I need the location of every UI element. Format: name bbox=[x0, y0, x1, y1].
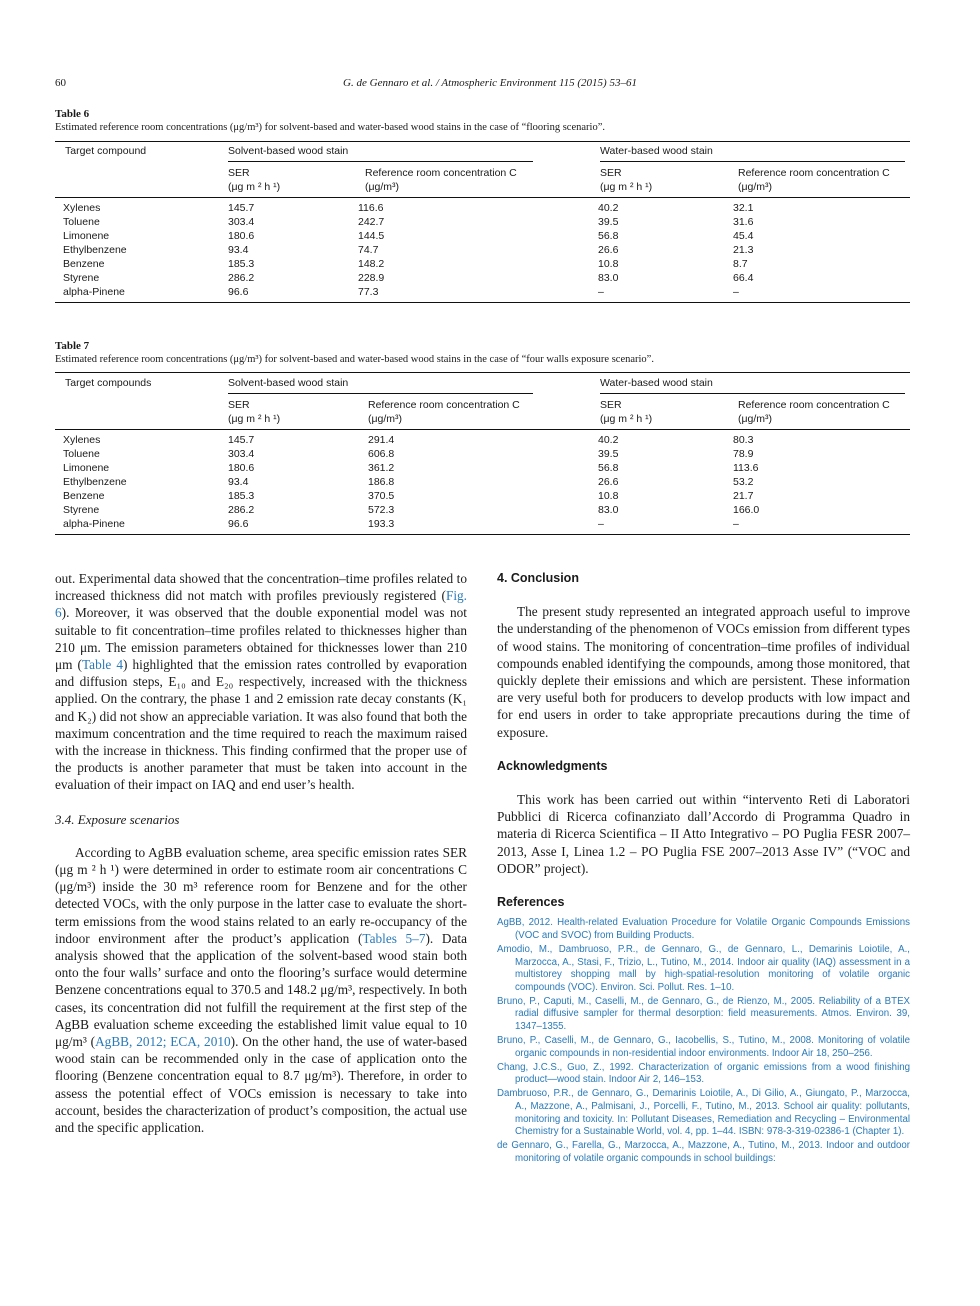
table-cell-compound: alpha-Pinene bbox=[63, 518, 125, 530]
reference-item[interactable]: de Gennaro, G., Farella, G., Marzocca, A., Mazzone, A., Tutino, M., 2013. Indoor and outdoor monitoring of volatile organic compounds in school buildings: bbox=[497, 1140, 910, 1164]
left-column bbox=[55, 570, 467, 1136]
table7-head-rule bbox=[55, 429, 910, 430]
reference-item[interactable]: Bruno, P., Caselli, M., de Gennaro, G., Iacobellis, S., Tutino, M., 2008. Monitoring of volatile organic compounds in non-residential indoor environments. Indoor Air 18, 250–256. bbox=[497, 1035, 910, 1059]
reference-item[interactable]: Bruno, P., Caputi, M., Caselli, M., de Gennaro, G., de Rienzo, M., 2005. Reliability of a BTEX radial diffusive sampler for thermal desorption: field measurements. Atmos. Environ. 39, 1347–1355. bbox=[497, 995, 910, 1032]
table-cell-s-conc: 572.3 bbox=[368, 504, 395, 516]
table-cell-compound: Toluene bbox=[63, 448, 100, 460]
conclusion-heading: 4. Conclusion bbox=[497, 571, 579, 585]
table-row bbox=[63, 517, 833, 531]
table7-w-ser-head: SER (μg m ² h ¹) bbox=[600, 399, 653, 425]
tables5-7-link[interactable]: Tables 5–7 bbox=[362, 930, 426, 946]
table-row bbox=[63, 475, 833, 489]
table-cell-s-ser: 96.6 bbox=[228, 286, 249, 298]
reference-item[interactable]: Dambruoso, P.R., de Gennaro, G., Demarinis Loiotile, A., Di Gilio, A., Giungato, P., Marzocca, A., Mazzone, A., Palmisani, J., Porcelli, F., Tutino, M., 2013. School air quality: pollutants, monitoring and toxicity. In: Pollutant Diseases, Remediation and Recycling – Environmental Chemistry for a Sustainable World, vol. 4, pp. 1–44. ISBN: 978-3-319-02386-1 (Chapter 1). bbox=[497, 1088, 910, 1138]
table-cell-s-conc: 186.8 bbox=[368, 476, 395, 488]
table-cell-w-conc: 80.3 bbox=[733, 434, 754, 446]
table7-group-solvent: Solvent-based wood stain bbox=[228, 377, 349, 389]
table-cell-w-ser: 10.8 bbox=[598, 258, 619, 270]
table6-w-conc-head: Reference room concentration C (μg/m³) bbox=[738, 167, 890, 193]
table-cell-s-ser: 93.4 bbox=[228, 244, 249, 256]
table6-label: Table 6 bbox=[55, 108, 90, 120]
table-cell-s-conc: 361.2 bbox=[368, 462, 395, 474]
table-row bbox=[63, 215, 833, 229]
table6-top-rule bbox=[55, 141, 910, 142]
table-cell-s-ser: 145.7 bbox=[228, 202, 255, 214]
table-cell-w-conc: 31.6 bbox=[733, 216, 754, 228]
table6-s-ser-head: SER (μg m ² h ¹) bbox=[228, 167, 281, 193]
running-title: G. de Gennaro et al. / Atmospheric Environment 115 (2015) 53–61 bbox=[343, 77, 637, 89]
table7-label: Table 7 bbox=[55, 340, 90, 352]
table-cell-s-conc: 148.2 bbox=[358, 258, 385, 270]
table-cell-s-conc: 291.4 bbox=[368, 434, 395, 446]
table-cell-w-ser: 40.2 bbox=[598, 434, 619, 446]
table-cell-compound: Xylenes bbox=[63, 202, 101, 214]
table-cell-w-conc: – bbox=[733, 518, 739, 530]
table-cell-w-ser: – bbox=[598, 518, 604, 530]
table-cell-compound: Toluene bbox=[63, 216, 100, 228]
table-cell-s-ser: 286.2 bbox=[228, 272, 255, 284]
table-cell-w-ser: 56.8 bbox=[598, 230, 619, 242]
table-cell-w-conc: 66.4 bbox=[733, 272, 754, 284]
table-cell-w-ser: 39.5 bbox=[598, 216, 619, 228]
table-cell-w-ser: 83.0 bbox=[598, 272, 619, 284]
reference-item[interactable]: AgBB, 2012. Health-related Evaluation Procedure for Volatile Organic Compounds Emissions (VOC and SVOC) from Building Products. bbox=[497, 917, 910, 941]
table7-col-target: Target compounds bbox=[65, 377, 152, 389]
table-row bbox=[63, 229, 833, 243]
table-cell-compound: Limonene bbox=[63, 230, 110, 242]
table-row bbox=[63, 503, 833, 517]
table-row bbox=[63, 243, 833, 257]
table-cell-compound: Limonene bbox=[63, 462, 110, 474]
table6-group-solvent: Solvent-based wood stain bbox=[228, 145, 349, 157]
table6-caption: Estimated reference room concentrations (μg/m³) for solvent-based and water-based wood stains in the case of “flooring scenario”. bbox=[55, 122, 605, 133]
table7-solvent-rule bbox=[228, 393, 533, 394]
table6-solvent-rule bbox=[228, 161, 533, 162]
table-cell-w-ser: 26.6 bbox=[598, 476, 619, 488]
table-cell-compound: Benzene bbox=[63, 258, 105, 270]
body-paragraph-1: out. Experimental data showed that the concentration–time profiles related to increased thickness did not match with profiles previously registered (Fig. 6). Moreover, it was observed that the double exponential model was not suitable to fit concentration–time profiles related to thicknesses higher than 210 μm. The emission parameters obtained for thicknesses lower than 210 μm (Table 4) highlighted that the emission rates controlled by evaporation and diffusion steps, E₁₀ and E₂₀ respectively, increased with the thickness applied. On the contrary, the phase 1 and 2 emission rate decay constants (K₁ and K₂) did not show an appreciable variation. It was also found that both the maximum concentration and the time required to reach the maximum raised with the increase in thickness. This finding confirmed that the proper use of the products is another parameter that must be taken into account in the evaluation of their impact on IAQ and end user’s health. bbox=[55, 571, 467, 793]
subsection-heading: 3.4. Exposure scenarios bbox=[55, 811, 180, 827]
table-row bbox=[63, 257, 833, 271]
table-row bbox=[63, 489, 833, 503]
table6-group-water: Water-based wood stain bbox=[600, 145, 713, 157]
table-cell-s-ser: 96.6 bbox=[228, 518, 249, 530]
table-cell-s-conc: 144.5 bbox=[358, 230, 385, 242]
table-cell-compound: Styrene bbox=[63, 504, 100, 516]
table7-s-conc-head: Reference room concentration C (μg/m³) bbox=[368, 399, 520, 425]
table-cell-w-ser: 40.2 bbox=[598, 202, 619, 214]
table-cell-s-conc: 77.3 bbox=[358, 286, 379, 298]
table7-body bbox=[63, 433, 833, 531]
table6-head-rule bbox=[55, 197, 910, 198]
table-cell-compound: Styrene bbox=[63, 272, 100, 284]
table-cell-w-conc: 21.3 bbox=[733, 244, 754, 256]
table-cell-w-ser: 10.8 bbox=[598, 490, 619, 502]
table-cell-s-conc: 242.7 bbox=[358, 216, 385, 228]
table-cell-s-conc: 370.5 bbox=[368, 490, 395, 502]
table-row bbox=[63, 271, 833, 285]
conclusion-paragraph: The present study represented an integrated approach useful to improve the understanding of the phenomenon of VOCs emission from different types of wood stains. The monitoring of concentration–time profiles of individual compounds enabled identifying the compounds, among those monitored, that quickly deplete their emissions and which are persistent. These information are very useful both for producers to develop products with low impact and for end users in order to take appropriate precautions during the time of exposure. bbox=[497, 604, 910, 740]
table6-col-target: Target compound bbox=[65, 145, 147, 157]
table-row bbox=[63, 201, 833, 215]
table-cell-s-conc: 193.3 bbox=[368, 518, 395, 530]
table-cell-s-ser: 145.7 bbox=[228, 434, 255, 446]
table6-w-ser-head: SER (μg m ² h ¹) bbox=[600, 167, 653, 193]
table-cell-w-ser: 39.5 bbox=[598, 448, 619, 460]
table-cell-s-conc: 74.7 bbox=[358, 244, 379, 256]
table-cell-w-ser: 56.8 bbox=[598, 462, 619, 474]
table7-w-conc-head: Reference room concentration C (μg/m³) bbox=[738, 399, 890, 425]
table7-bottom-rule bbox=[55, 534, 910, 535]
table6-body bbox=[63, 201, 833, 299]
table-cell-s-conc: 116.6 bbox=[358, 202, 384, 214]
table7-water-rule bbox=[600, 393, 905, 394]
table-cell-w-conc: 166.0 bbox=[733, 504, 760, 516]
table-cell-s-conc: 606.8 bbox=[368, 448, 395, 460]
table-cell-compound: Xylenes bbox=[63, 434, 101, 446]
table-row bbox=[63, 461, 833, 475]
table-cell-w-conc: 53.2 bbox=[733, 476, 754, 488]
table-cell-w-conc: 113.6 bbox=[733, 462, 759, 474]
table-cell-s-ser: 303.4 bbox=[228, 216, 255, 228]
table-cell-w-ser: 26.6 bbox=[598, 244, 619, 256]
agbb-eca-link[interactable]: AgBB, 2012; ECA, 2010 bbox=[95, 1034, 231, 1050]
references-heading: References bbox=[497, 895, 565, 910]
acknowledgments-heading: Acknowledgments bbox=[497, 758, 608, 773]
table-cell-w-conc: 8.7 bbox=[733, 258, 748, 270]
table6-bottom-rule bbox=[55, 302, 910, 303]
table-cell-s-ser: 185.3 bbox=[228, 490, 255, 502]
table-cell-w-ser: – bbox=[598, 286, 604, 298]
table4-link[interactable]: Table 4 bbox=[81, 657, 124, 673]
page-number: 60 bbox=[55, 77, 66, 89]
fig6-link[interactable]: Fig. 6 bbox=[55, 588, 467, 621]
table-cell-compound: Ethylbenzene bbox=[63, 476, 127, 488]
table-cell-w-ser: 83.0 bbox=[598, 504, 619, 516]
right-column bbox=[497, 570, 910, 1167]
table-cell-compound: Ethylbenzene bbox=[63, 244, 127, 256]
table-cell-s-ser: 180.6 bbox=[228, 462, 255, 474]
reference-item[interactable]: Amodio, M., Dambruoso, P.R., de Gennaro, G., de Gennaro, L., Demarinis Loiotile, A., Marzocca, A., Stasi, F., Trizio, L., Tutino, M., 2014. Indoor air quality (IAQ) assessment in a multistorey shopping mall by high-spatial-resolution monitoring of volatile organic compounds (VOC). Environ. Sci. Pollut. Res. 1–10. bbox=[497, 943, 910, 993]
body-paragraph-2: According to AgBB evaluation scheme, area specific emission rates SER (μg m ² h ¹) were determined in order to estimate room air concentrations C (μg/m³) inside the 30 m³ reference room for Benzene and for the other detected VOCs, with the only purpose in the latter case to evaluate the short-term emissions from the wood stains related to an early re-occupancy of the indoor environment after the product’s application (Tables 5–7). Data analysis showed that the application of the solvent-based wood stain both onto the four walls’ surface and onto the flooring’s surface would determine Benzene concentrations equal to 370.5 and 148.2 μg/m³, respectively. In both cases, its concentration did not fulfill the requirement at the first step of the AgBB evaluation scheme exceeding the established limit value equal to 10 μg/m³ (AgBB, 2012; ECA, 2010). On the other hand, the use of water-based wood stain can be recommended only in the case of application onto the flooring (Benzene concentration equal to 8.7 μg/m³). Therefore, in order to assess the potential effect of VOCs emission is necessary to take into account, besides the characterization of product’s composition, the actual use and the specific application. bbox=[55, 844, 467, 1136]
table-cell-w-conc: 32.1 bbox=[733, 202, 754, 214]
table-row bbox=[63, 433, 833, 447]
table-cell-s-conc: 228.9 bbox=[358, 272, 385, 284]
acknowledgments-paragraph: This work has been carried out within “intervento Reti di Laboratori Pubblici di Ricerca cofinanziato dall’Accordo di Programma Quadro in materia di Ricerca Scientifica – II Atto Integrativo – PO Puglia FESR 2007–2013, Asse I, Linea 1.2 – PO Puglia FSE 2007–2013 Asse IV” (“VOC and ODOR” project). bbox=[497, 792, 910, 876]
table-row bbox=[63, 285, 833, 299]
table7-group-water: Water-based wood stain bbox=[600, 377, 713, 389]
table7-s-ser-head: SER (μg m ² h ¹) bbox=[228, 399, 281, 425]
table7-caption: Estimated reference room concentrations (μg/m³) for solvent-based and water-based wood stains in the case of “four walls exposure scenario”. bbox=[55, 354, 654, 365]
table-cell-compound: alpha-Pinene bbox=[63, 286, 125, 298]
table-row bbox=[63, 447, 833, 461]
reference-list bbox=[497, 917, 910, 1165]
table-cell-s-ser: 303.4 bbox=[228, 448, 255, 460]
reference-item[interactable]: Chang, J.C.S., Guo, Z., 1992. Characterization of organic emissions from a wood finishing product—wood stain. Indoor Air 2, 146–153. bbox=[497, 1061, 910, 1086]
table-cell-w-conc: – bbox=[733, 286, 739, 298]
table-cell-compound: Benzene bbox=[63, 490, 105, 502]
table-cell-s-ser: 286.2 bbox=[228, 504, 255, 516]
table-cell-s-ser: 93.4 bbox=[228, 476, 249, 488]
table6-s-conc-head: Reference room concentration C (μg/m³) bbox=[365, 167, 517, 193]
table7-top-rule bbox=[55, 372, 910, 373]
table-cell-w-conc: 78.9 bbox=[733, 448, 754, 460]
table-cell-w-conc: 21.7 bbox=[733, 490, 754, 502]
table-cell-s-ser: 180.6 bbox=[228, 230, 255, 242]
table6-water-rule bbox=[600, 161, 905, 162]
table-cell-w-conc: 45.4 bbox=[733, 230, 754, 242]
table-cell-s-ser: 185.3 bbox=[228, 258, 255, 270]
